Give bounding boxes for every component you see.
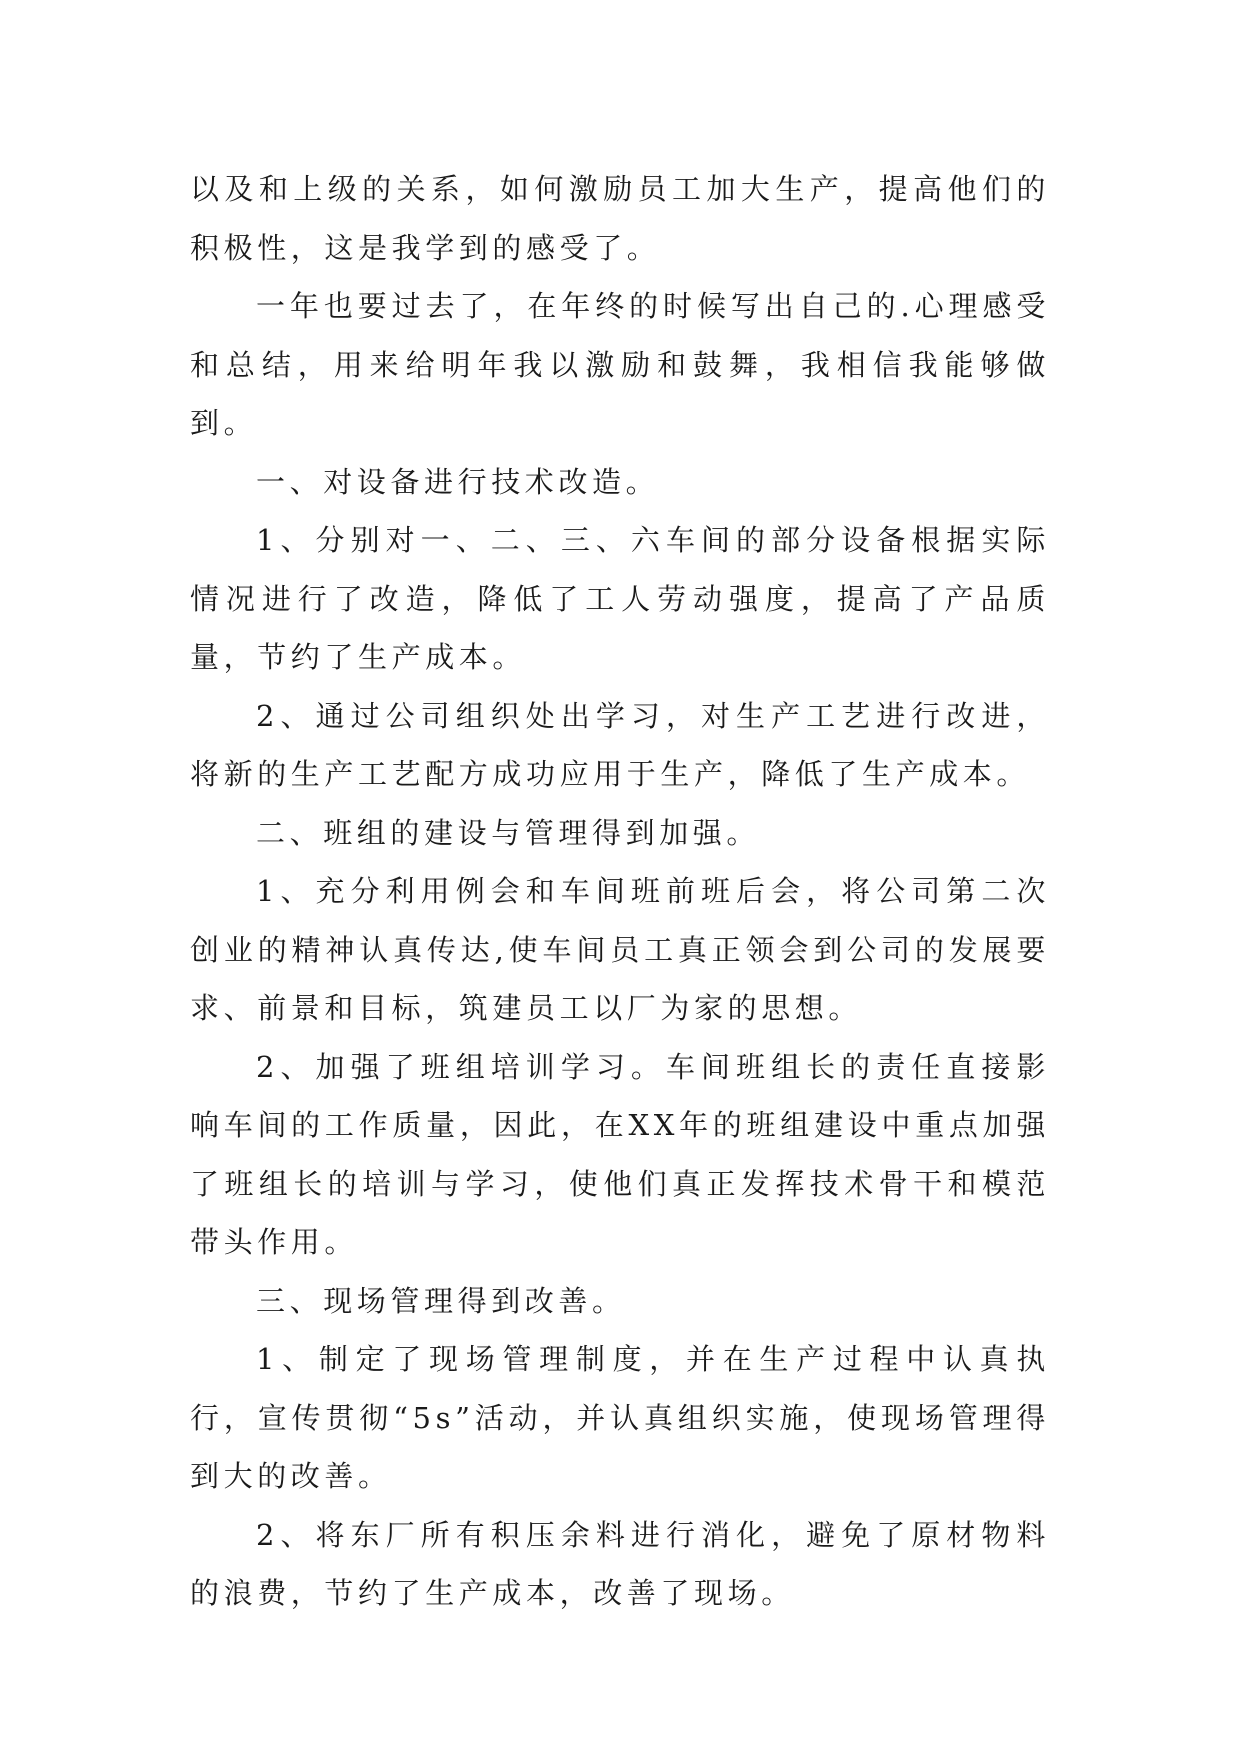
section-heading: 一、对设备进行技术改造。 <box>256 464 660 499</box>
paragraph: 1、制定了现场管理制度，并在生产过程中认真执行，宣传贯彻“5s”活动，并认真组织实施，使现场管理得到大的改善。 <box>190 1342 1050 1493</box>
body-text <box>190 160 1050 1623</box>
section-heading: 三、现场管理得到改善。 <box>256 1283 626 1318</box>
paragraph: 1、充分利用例会和车间班前班后会，将公司第二次创业的精神认真传达,使车间员工真正领会到公司的发展要求、前景和目标，筑建员工以厂为家的思想。 <box>190 874 1050 1025</box>
paragraph: 1、分别对一、二、三、六车间的部分设备根据实际情况进行了改造，降低了工人劳动强度，提高了产品质量，节约了生产成本。 <box>190 523 1050 674</box>
section-heading: 二、班组的建设与管理得到加强。 <box>256 815 761 850</box>
paragraph: 2、加强了班组培训学习。车间班组长的责任直接影响车间的工作质量，因此，在XX年的班组建设中重点加强了班组长的培训与学习，使他们真正发挥技术骨干和模范带头作用。 <box>190 1049 1050 1259</box>
paragraph: 一年也要过去了，在年终的时候写出自己的.心理感受和总结，用来给明年我以激励和鼓舞，我相信我能够做到。 <box>190 289 1050 440</box>
paragraph: 2、通过公司组织处出学习，对生产工艺进行改进，将新的生产工艺配方成功应用于生产，降低了生产成本。 <box>190 698 1050 791</box>
paragraph: 以及和上级的关系，如何激励员工加大生产，提高他们的积极性，这是我学到的感受了。 <box>190 172 1050 265</box>
paragraph: 2、将东厂所有积压余料进行消化，避免了原材物料的浪费，节约了生产成本，改善了现场。 <box>190 1517 1050 1610</box>
